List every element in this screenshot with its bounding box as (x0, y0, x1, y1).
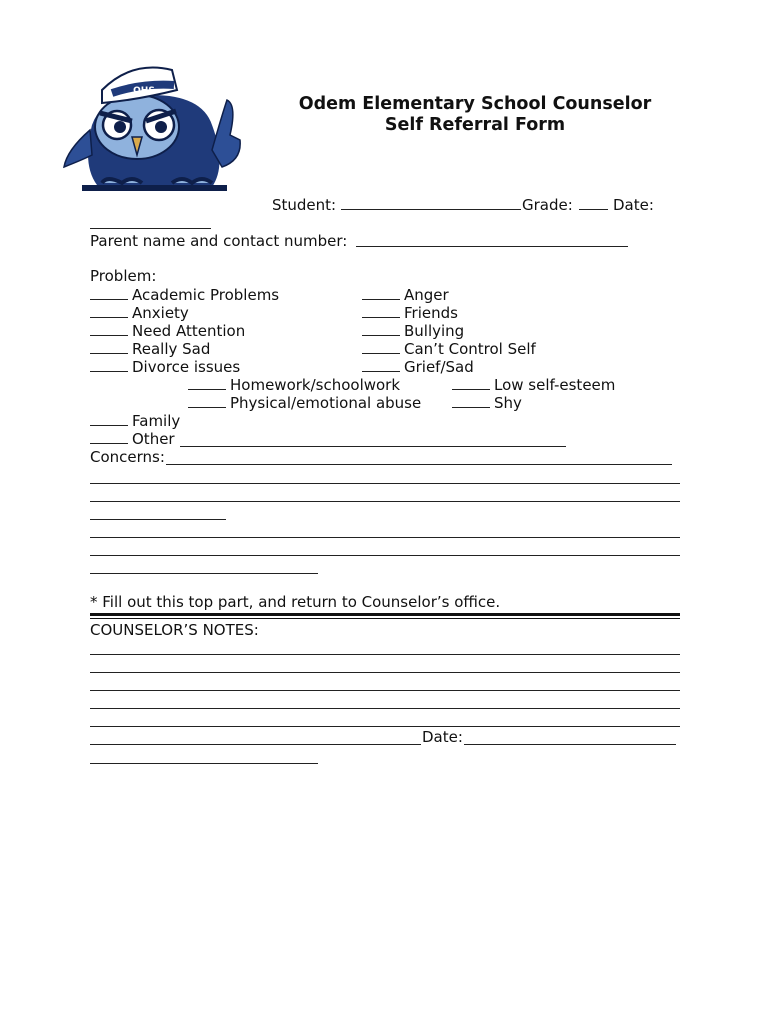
other-field[interactable] (180, 446, 566, 447)
owl-mascot-logo (62, 55, 242, 200)
divider-thick (90, 613, 680, 616)
checkbox-item-attention[interactable] (90, 322, 245, 340)
checkbox-item-abuse[interactable] (188, 394, 421, 412)
counselor-notes-label: COUNSELOR’S NOTES: (90, 621, 259, 639)
concerns-line[interactable] (90, 555, 680, 556)
checkbox-line[interactable] (90, 430, 128, 444)
checkbox-line[interactable] (362, 358, 400, 372)
concerns-line[interactable] (90, 537, 680, 538)
checkbox-item-grief[interactable] (362, 358, 474, 376)
item-label: Anxiety (132, 304, 189, 322)
concerns-line[interactable] (166, 464, 672, 465)
date-label: Date: (613, 196, 654, 214)
item-label: Anger (404, 286, 449, 304)
checkbox-item-friends[interactable] (362, 304, 458, 322)
item-label: Low self-esteem (494, 376, 616, 394)
parent-label: Parent name and contact number: (90, 232, 348, 250)
item-label: Physical/emotional abuse (230, 394, 422, 412)
divider-thin (90, 618, 680, 619)
checkbox-line[interactable] (90, 322, 128, 336)
concerns-line[interactable] (90, 573, 318, 574)
checkbox-line[interactable] (362, 304, 400, 318)
checkbox-item-academic[interactable] (90, 286, 279, 304)
concerns-line[interactable] (90, 483, 680, 484)
checkbox-line[interactable] (452, 394, 490, 408)
checkbox-line[interactable] (188, 376, 226, 390)
checkbox-item-other[interactable] (90, 430, 175, 448)
notes-line[interactable] (90, 726, 680, 727)
parent-field[interactable] (356, 246, 628, 247)
checkbox-line[interactable] (188, 394, 226, 408)
checkbox-line[interactable] (362, 322, 400, 336)
checkbox-item-family[interactable] (90, 412, 180, 430)
notes-line[interactable] (90, 672, 680, 673)
grade-label: Grade: (522, 196, 573, 214)
signature-line[interactable] (90, 744, 421, 745)
student-field[interactable] (341, 209, 521, 210)
checkbox-item-anger[interactable] (362, 286, 449, 304)
checkbox-item-shy[interactable] (452, 394, 522, 412)
checkbox-line[interactable] (90, 340, 128, 354)
notes-line[interactable] (90, 654, 680, 655)
checkbox-item-homework[interactable] (188, 376, 400, 394)
grade-field[interactable] (579, 209, 608, 210)
date-field[interactable] (90, 228, 211, 229)
item-label: Divorce issues (132, 358, 241, 376)
notes-line[interactable] (90, 763, 318, 764)
checkbox-line[interactable] (452, 376, 490, 390)
checkbox-item-sad[interactable] (90, 340, 210, 358)
notes-line[interactable] (90, 690, 680, 691)
item-label: Shy (494, 394, 522, 412)
item-label: Really Sad (132, 340, 211, 358)
item-label: Academic Problems (132, 286, 280, 304)
checkbox-line[interactable] (90, 412, 128, 426)
item-label: Family (132, 412, 181, 430)
checkbox-item-bullying[interactable] (362, 322, 464, 340)
checkbox-item-divorce[interactable] (90, 358, 240, 376)
student-label: Student: (272, 196, 337, 214)
logo-cap-text: OHS (133, 86, 155, 96)
problem-label: Problem: (90, 267, 157, 285)
checkbox-item-control[interactable] (362, 340, 536, 358)
checkbox-item-anxiety[interactable] (90, 304, 189, 322)
checkbox-line[interactable] (362, 286, 400, 300)
concerns-label: Concerns: (90, 448, 165, 466)
item-label: Other (132, 430, 175, 448)
checkbox-line[interactable] (362, 340, 400, 354)
form-subtitle: Self Referral Form (384, 115, 566, 135)
counselor-date-label: Date: (422, 728, 463, 746)
counselor-date-field[interactable] (464, 744, 676, 745)
checkbox-line[interactable] (90, 304, 128, 318)
item-label: Homework/schoolwork (230, 376, 401, 394)
checkbox-line[interactable] (90, 358, 128, 372)
item-label: Friends (404, 304, 458, 322)
item-label: Can’t Control Self (404, 340, 536, 358)
concerns-line[interactable] (90, 501, 680, 502)
notes-line[interactable] (90, 708, 680, 709)
instruction-text: * Fill out this top part, and return to Counselor’s office. (90, 593, 501, 611)
checkbox-line[interactable] (90, 286, 128, 300)
item-label: Bullying (404, 322, 465, 340)
item-label: Grief/Sad (404, 358, 474, 376)
form-title: Odem Elementary School Counselor (298, 94, 652, 114)
checkbox-item-selfesteem[interactable] (452, 376, 615, 394)
concerns-line[interactable] (90, 519, 226, 520)
item-label: Need Attention (132, 322, 246, 340)
